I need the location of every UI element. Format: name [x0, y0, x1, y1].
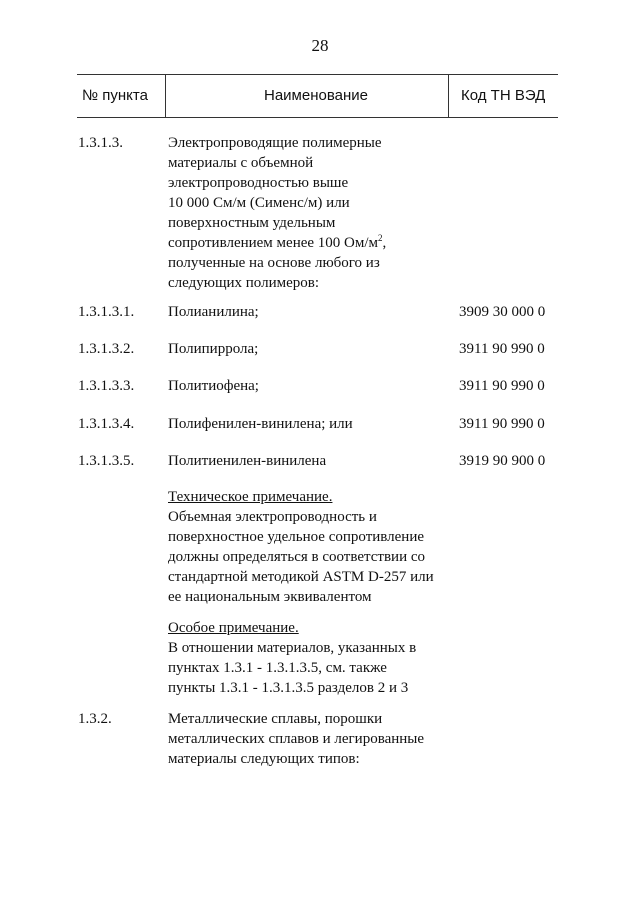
- header-code: Код ТН ВЭД: [461, 87, 546, 104]
- subitem-code: 3909 30 000 0: [459, 304, 546, 320]
- description-line: электропроводностью выше: [168, 175, 349, 191]
- description-line: материалы с объемной: [168, 155, 314, 171]
- table-header-divider: [165, 74, 166, 117]
- subitem-name: Политиофена;: [168, 378, 259, 394]
- item-description: [168, 709, 468, 769]
- table-header-divider: [448, 74, 449, 117]
- description-line: материалы следующих типов:: [168, 751, 360, 767]
- header-name: Наименование: [264, 87, 368, 104]
- description-line: 10 000 См/м (Сименс/м) или: [168, 195, 350, 211]
- description-text: сопротивлением менее 100 Ом/м: [168, 235, 379, 251]
- description-line: полученные на основе любого из: [168, 255, 380, 271]
- subitem-number: 1.3.1.3.5.: [78, 453, 135, 469]
- subitem-name: Политиенилен-винилена: [168, 453, 327, 469]
- table-header-top-rule: [77, 74, 558, 75]
- item-number: 1.3.1.3.: [78, 135, 123, 151]
- description-line-with-unit: [168, 233, 458, 253]
- subitem-number: 1.3.1.3.3.: [78, 378, 135, 394]
- subitem-name: Полипиррола;: [168, 341, 259, 357]
- description-line: поверхностным удельным: [168, 215, 336, 231]
- header-item-number: № пункта: [82, 87, 148, 104]
- subitem-code: 3911 90 990 0: [459, 378, 545, 394]
- note-line: стандартной методикой ASTM D-257 или: [168, 569, 434, 585]
- superscript: 2: [378, 233, 383, 243]
- subitem-number: 1.3.1.3.1.: [78, 304, 135, 320]
- item-number: 1.3.2.: [78, 711, 112, 727]
- description-line: Металлические сплавы, порошки: [168, 711, 383, 727]
- subitem-code: 3911 90 990 0: [459, 416, 545, 432]
- subitem-code: 3911 90 990 0: [459, 341, 545, 357]
- note-line: ее национальным эквивалентом: [168, 589, 372, 605]
- note-line: должны определяться в соответствии со: [168, 549, 425, 565]
- note-line: поверхностное удельное сопротивление: [168, 529, 425, 545]
- subitem-name: Полифенилен-винилена; или: [168, 416, 353, 432]
- subitem-code: 3919 90 900 0: [459, 453, 546, 469]
- note-line: Объемная электропроводность и: [168, 509, 377, 525]
- note-line: В отношении материалов, указанных в: [168, 640, 417, 656]
- description-line: металлических сплавов и легированные: [168, 731, 425, 747]
- special-note: [168, 618, 468, 698]
- note-line: пунктах 1.3.1 - 1.3.1.3.5, см. также: [168, 660, 387, 676]
- subitem-name: Полианилина;: [168, 304, 259, 320]
- subitem-number: 1.3.1.3.4.: [78, 416, 135, 432]
- special-note-title: Особое примечание.: [168, 620, 299, 636]
- punctuation: ,: [382, 235, 387, 251]
- description-line: следующих полимеров:: [168, 275, 320, 291]
- page-number: 28: [311, 36, 329, 55]
- table-header-bottom-rule: [77, 117, 558, 118]
- note-line: пункты 1.3.1 - 1.3.1.3.5 разделов 2 и 3: [168, 680, 409, 696]
- technical-note-title: Техническое примечание.: [168, 489, 333, 505]
- technical-note: [168, 487, 468, 607]
- subitem-number: 1.3.1.3.2.: [78, 341, 135, 357]
- item-description: [168, 133, 458, 293]
- description-line: Электропроводящие полимерные: [168, 135, 382, 151]
